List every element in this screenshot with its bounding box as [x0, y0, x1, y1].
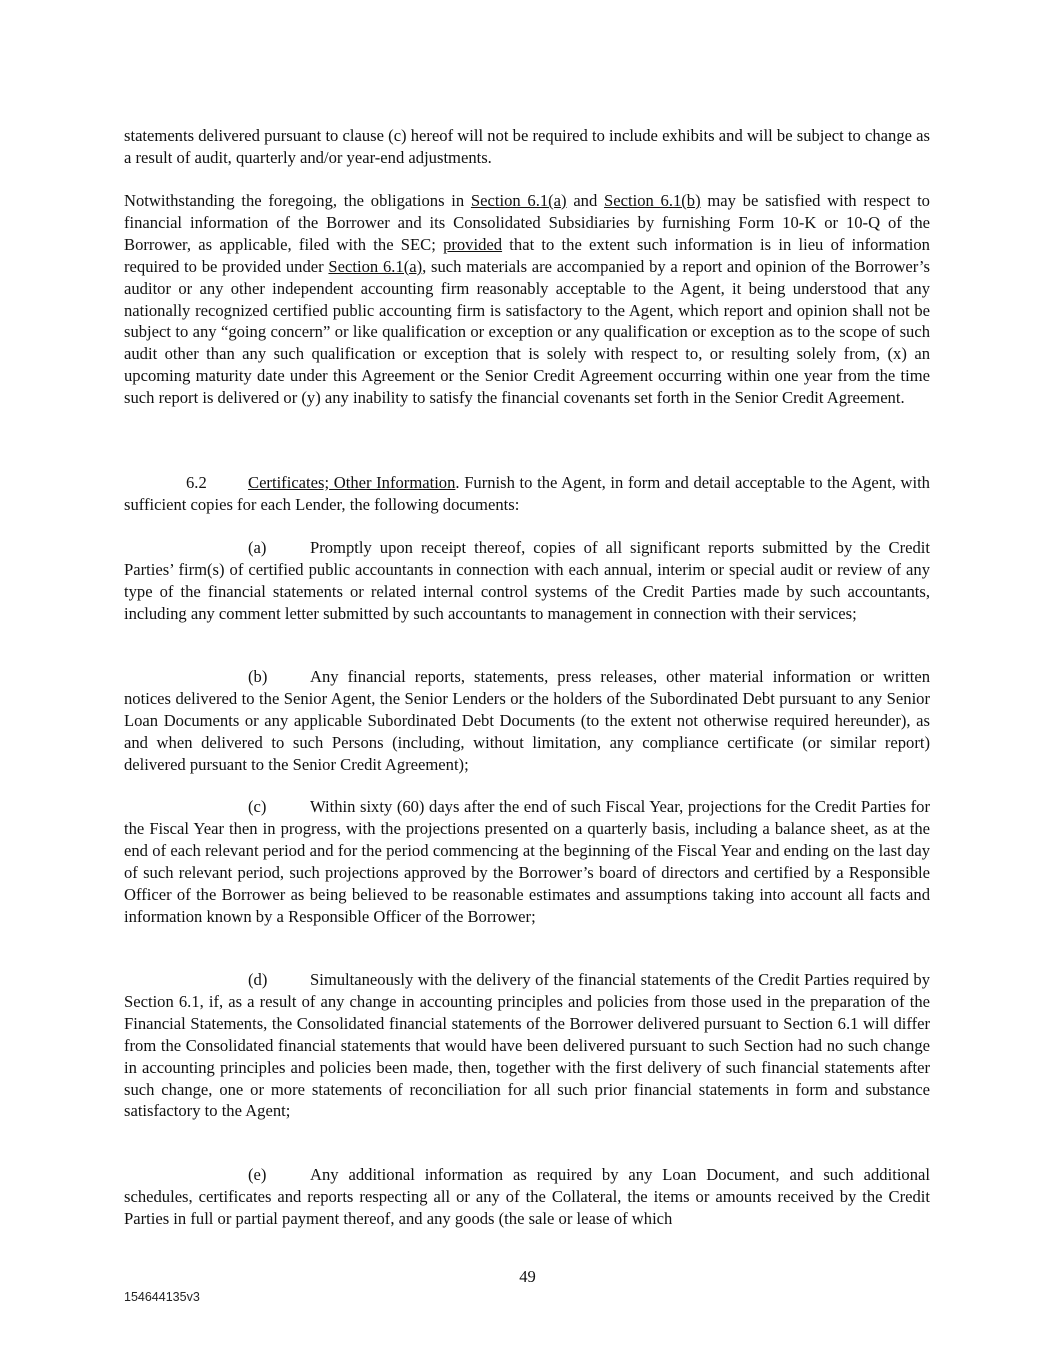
item-text: Any financial reports, statements, press releases, other material information or written notices delivered to the Senior Agent, the Senior Lenders or the holders of the Subordinated Debt pursuant to any Senior Loan Documents or any applicable Subordinated Debt Documents (to the extent not otherwise required hereunder), as and when delivered to such Persons (including, without limitation, any compliance certificate (or similar report) delivered pursuant to the Senior Credit Agreement);	[124, 667, 930, 774]
item-text: Any additional information as required by any Loan Document, and such additional schedules, certificates and reports respecting all or any of the Collateral, the items or amounts received by the Credit Parties in full or partial payment thereof, and any goods (the sale or lease of which	[124, 1165, 930, 1228]
provided-term: provided	[443, 234, 503, 254]
item-d-paragraph	[124, 969, 930, 1122]
item-label: (e)	[248, 1165, 267, 1184]
text-run: . Furnish to the Agent, in form and detail acceptable to the Agent, with sufficient copies for each Lender, the following documents:	[124, 473, 930, 514]
item-text: Simultaneously with the delivery of the financial statements of the Credit Parties required by Section 6.1, if, as a result of any change in accounting principles and policies from those used in the preparation of the Financial Statements, the Consolidated financial statements of the Borrower delivered pursuant to Section 6.1 will differ from the Consolidated financial statements that would have been delivered pursuant to such Section had no such change in accounting principles and policies been made, then, together with the first delivery of such financial statements after such change, one or more statements of reconciliation for all such prior financial statements in form and substance satisfactory to the Agent;	[124, 970, 930, 1121]
section-number: 6.2	[186, 473, 207, 492]
section-6-1a-ref-2: Section 6.1(a)	[328, 256, 423, 276]
item-label: (d)	[248, 970, 268, 989]
section-6-1a-ref: Section 6.1(a)	[470, 191, 567, 210]
section-6-1b-ref: Section 6.1(b)	[604, 191, 701, 210]
item-a-paragraph	[124, 537, 930, 625]
item-text: Promptly upon receipt thereof, copies of all significant reports submitted by the Credit Parties’ firm(s) of certified public accountants in connection with each annual, interim or special audit or review of any type of the financial statements or related internal control systems of the Credit Parties made by such accountants, including any comment letter submitted by such accountants to management in connection with their services;	[124, 538, 930, 623]
item-label: (c)	[248, 797, 267, 816]
text-run: , such materials are accompanied by a report and opinion of the Borrower’s auditor or any other independent accounting firm reasonably acceptable to the Agent, it being understood that any nationally recognized certified public accounting firm is satisfactory to the Agent, which report and opinion shall not be subject to any “going concern” or like qualification or exception or any qualification or exception as to the scope of such audit other than any such qualification or exception that is solely with respect to, or resulting solely from, (x) an upcoming maturity date under this Agreement or the Senior Credit Agreement occurring within one year from the time such report is delivered or (y) any inability to satisfy the financial covenants set forth in the Senior Credit Agreement.	[124, 256, 930, 408]
item-e-paragraph	[124, 1164, 930, 1230]
carryover-paragraph: statements delivered pursuant to clause (c) hereof will not be required to include exhibits and will be subject to change as a result of audit, quarterly and/or year-end adjustments.	[124, 126, 930, 167]
text-run: Notwithstanding the foregoing, the obligations in	[124, 191, 471, 210]
section-heading: Certificates; Other Information	[248, 473, 456, 492]
item-text: Within sixty (60) days after the end of such Fiscal Year, projections for the Credit Parties for the Fiscal Year then in progress, with the projections presented on a quarterly basis, including a balance sheet, as at the end of each relevant period and for the period commencing at the beginning of the Fiscal Year and ending on the last day of such relevant period, such projections approved by the Borrower’s board of directors and certified by a Responsible Officer of the Borrower as being believed to be reasonable estimates and assumptions taking into account all facts and information known by a Responsible Officer of the Borrower;	[124, 797, 930, 926]
text-run: may be satisfied with respect to financial information of the Borrower and its Consolidated Subsidiaries by furnishing Form 10-K or 10-Q of the Borrower, as applicable, filed with the SEC;	[124, 191, 930, 254]
document-id: 154644135v3	[124, 1290, 200, 1304]
item-label: (a)	[248, 538, 267, 557]
item-b-paragraph	[124, 666, 930, 776]
item-label: (b)	[248, 667, 268, 686]
page-number: 49	[519, 1267, 536, 1286]
item-c-paragraph	[124, 796, 930, 927]
text-run: and	[566, 191, 605, 210]
section-6-2-paragraph	[124, 472, 930, 516]
text-run: that to the extent such information is in lieu of information required to be provided under	[124, 234, 930, 276]
notwithstanding-paragraph	[124, 190, 930, 409]
